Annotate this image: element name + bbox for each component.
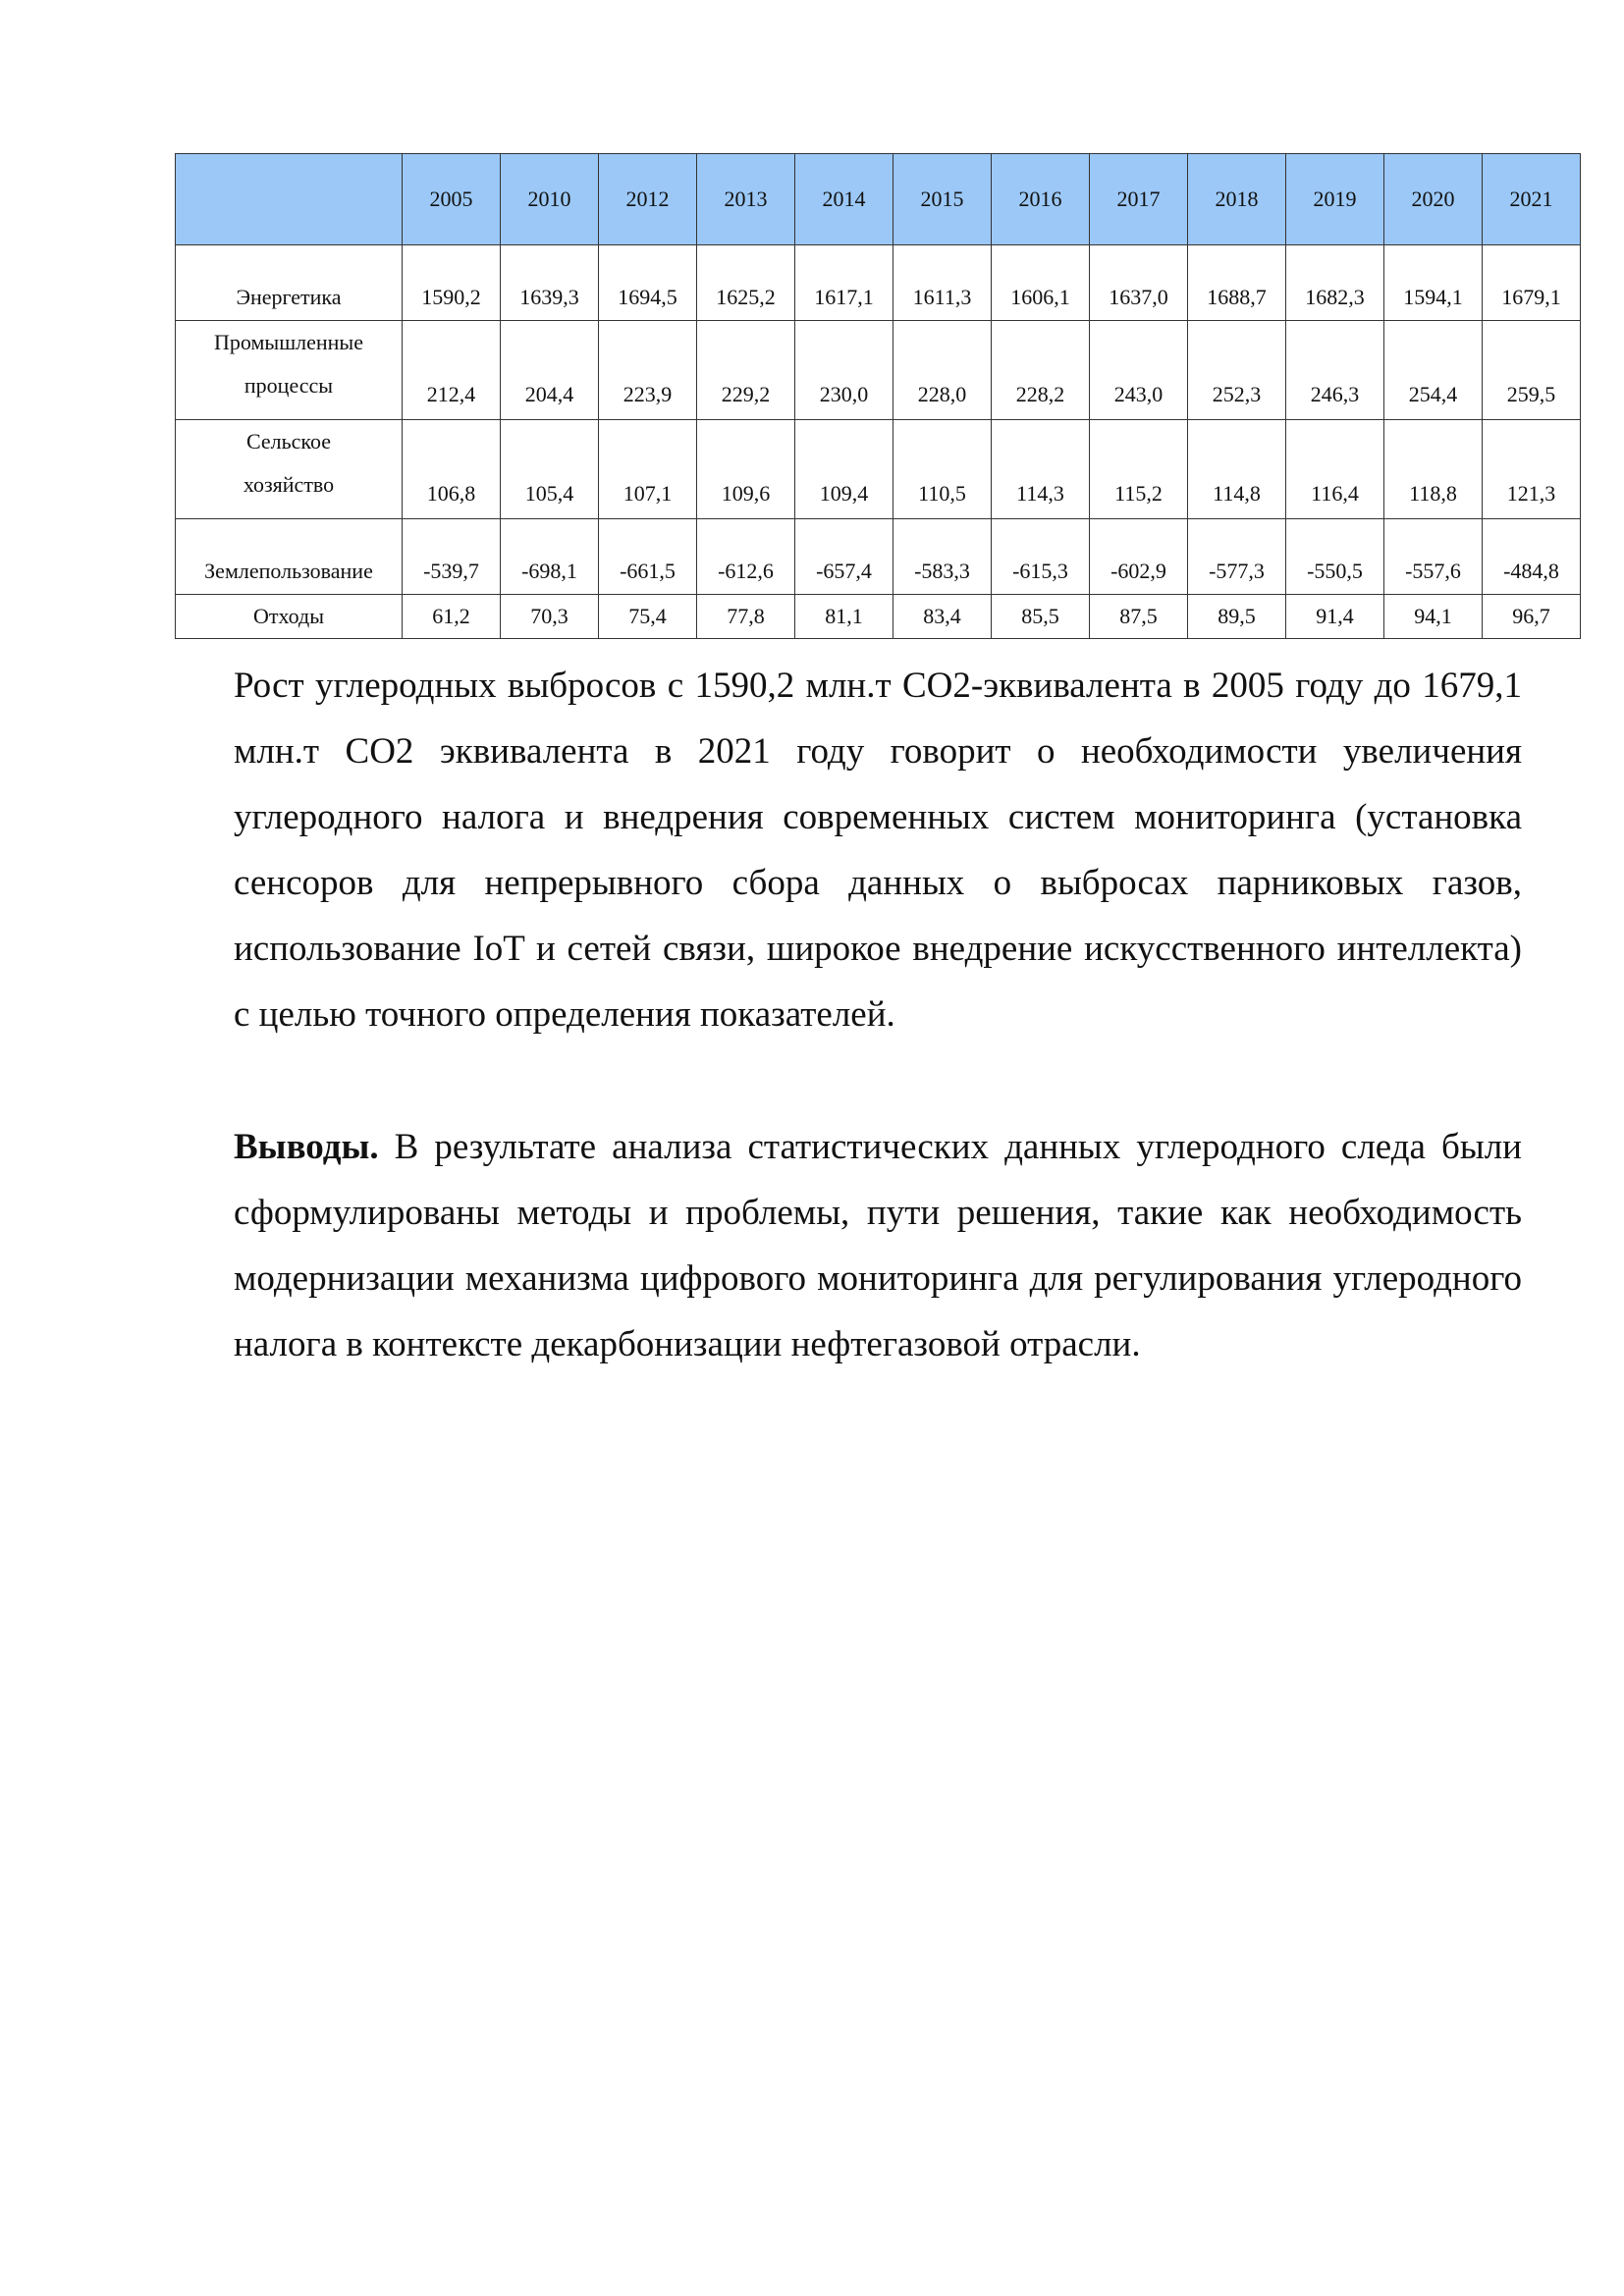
- conclusions-text: В результате анализа статистических данных углеродного следа были сформулированы методы и проблемы, пути решения, такие как необходимость модернизации механизма цифрового мониторинга для регулирования углеродного налога в контексте декарбонизации нефтегазовой отрасли.: [234, 1127, 1522, 1364]
- table-cell: 94,1: [1384, 595, 1483, 639]
- table-cell: 110,5: [893, 420, 992, 519]
- table-cell: -583,3: [893, 519, 992, 595]
- table-cell: 254,4: [1384, 321, 1483, 420]
- table-cell: 109,6: [697, 420, 795, 519]
- table-cell: 228,2: [992, 321, 1090, 420]
- table-cell: 106,8: [403, 420, 501, 519]
- conclusions-heading: Выводы.: [234, 1127, 379, 1167]
- table-cell: -557,6: [1384, 519, 1483, 595]
- table-cell: 118,8: [1384, 420, 1483, 519]
- table-row: [176, 245, 1581, 321]
- table-cell: 252,3: [1188, 321, 1286, 420]
- table-cell: 116,4: [1286, 420, 1384, 519]
- table-cell: -657,4: [795, 519, 893, 595]
- paragraph-emissions-growth: Рост углеродных выбросов с 1590,2 млн.т СО2-эквивалента в 2005 году до 1679,1 млн.т СО2 эквивалента в 2021 году говорит о необходимости увеличения углеродного налога и внедрения современных систем мониторинга (установка сенсоров для непрерывного сбора данных о выбросах парниковых газов, использование IoT и сетей связи, широкое внедрение искусственного интеллекта) с целью точного определения показателей.: [234, 666, 1522, 1035]
- table-cell: 230,0: [795, 321, 893, 420]
- table-cell: -484,8: [1483, 519, 1581, 595]
- table-header-row: [176, 154, 1581, 245]
- table-cell: 109,4: [795, 420, 893, 519]
- year-header: 2015: [893, 154, 992, 245]
- table-row: [176, 595, 1581, 639]
- table-cell: 212,4: [403, 321, 501, 420]
- table-cell: 259,5: [1483, 321, 1581, 420]
- table-cell: 223,9: [599, 321, 697, 420]
- row-label: Промышленные процессы: [176, 321, 403, 420]
- table-cell: 114,8: [1188, 420, 1286, 519]
- row-label: Землепользование: [176, 519, 403, 595]
- year-header: 2019: [1286, 154, 1384, 245]
- row-label: Сельское хозяйство: [176, 420, 403, 519]
- year-header: 2005: [403, 154, 501, 245]
- table-cell: 85,5: [992, 595, 1090, 639]
- year-header: 2021: [1483, 154, 1581, 245]
- table-cell: 81,1: [795, 595, 893, 639]
- year-header: 2013: [697, 154, 795, 245]
- year-header: 2018: [1188, 154, 1286, 245]
- table-cell: -539,7: [403, 519, 501, 595]
- table-cell: -577,3: [1188, 519, 1286, 595]
- table-row: [176, 321, 1581, 420]
- year-header: 2016: [992, 154, 1090, 245]
- table-row: [176, 420, 1581, 519]
- table-cell: 75,4: [599, 595, 697, 639]
- table-cell: 1679,1: [1483, 245, 1581, 321]
- table-cell: 107,1: [599, 420, 697, 519]
- table-cell: 77,8: [697, 595, 795, 639]
- table-cell: 121,3: [1483, 420, 1581, 519]
- table-cell: 243,0: [1090, 321, 1188, 420]
- table-cell: 1617,1: [795, 245, 893, 321]
- table-cell: 246,3: [1286, 321, 1384, 420]
- year-header: 2020: [1384, 154, 1483, 245]
- table-cell: 91,4: [1286, 595, 1384, 639]
- table-cell: 1625,2: [697, 245, 795, 321]
- table-cell: 83,4: [893, 595, 992, 639]
- table-cell: -615,3: [992, 519, 1090, 595]
- table-cell: -612,6: [697, 519, 795, 595]
- table-cell: 87,5: [1090, 595, 1188, 639]
- table-cell: 1606,1: [992, 245, 1090, 321]
- table-cell: 89,5: [1188, 595, 1286, 639]
- table-cell: -698,1: [501, 519, 599, 595]
- table-cell: 1611,3: [893, 245, 992, 321]
- year-header: 2010: [501, 154, 599, 245]
- table-cell: -550,5: [1286, 519, 1384, 595]
- table-cell: 204,4: [501, 321, 599, 420]
- paragraph-conclusions: [234, 1114, 1522, 1377]
- table-row: [176, 519, 1581, 595]
- row-label: Отходы: [176, 595, 403, 639]
- table-cell: 105,4: [501, 420, 599, 519]
- table-cell: 1682,3: [1286, 245, 1384, 321]
- year-header: 2012: [599, 154, 697, 245]
- table-cell: 1590,2: [403, 245, 501, 321]
- table-cell: -661,5: [599, 519, 697, 595]
- table-cell: 228,0: [893, 321, 992, 420]
- emissions-table: [175, 153, 1581, 639]
- table-cell: 1688,7: [1188, 245, 1286, 321]
- year-header: 2017: [1090, 154, 1188, 245]
- table-cell: 70,3: [501, 595, 599, 639]
- table-cell: 1639,3: [501, 245, 599, 321]
- row-label: Энергетика: [176, 245, 403, 321]
- header-empty-cell: [176, 154, 403, 245]
- table-cell: 61,2: [403, 595, 501, 639]
- table-cell: 96,7: [1483, 595, 1581, 639]
- table-cell: 115,2: [1090, 420, 1188, 519]
- table-cell: 229,2: [697, 321, 795, 420]
- table-cell: 114,3: [992, 420, 1090, 519]
- table-cell: -602,9: [1090, 519, 1188, 595]
- table-cell: 1637,0: [1090, 245, 1188, 321]
- table-cell: 1594,1: [1384, 245, 1483, 321]
- year-header: 2014: [795, 154, 893, 245]
- table-cell: 1694,5: [599, 245, 697, 321]
